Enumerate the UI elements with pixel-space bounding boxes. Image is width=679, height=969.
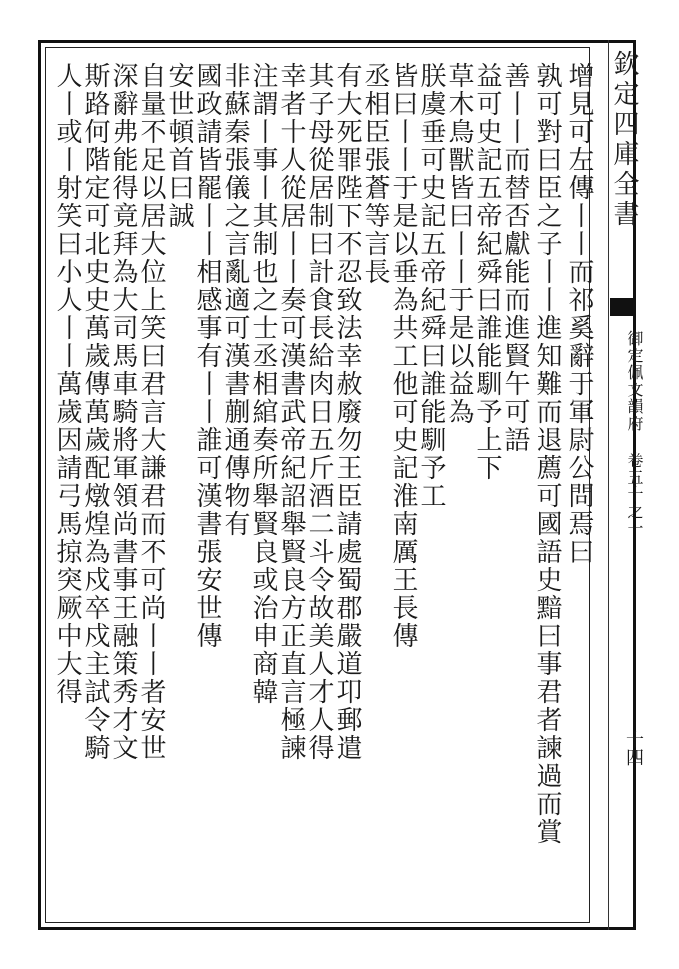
text-column: 增見可左傳丨丨而祁奚辭于軍尉公問焉曰: [564, 62, 594, 566]
book-title: 欽定四庫全書: [609, 50, 639, 230]
text-column: 其子母從居制曰計食長給肉日五斤酒二斗令故美人才人得: [304, 62, 334, 762]
text-column: 朕虞垂可史記五帝紀舜曰誰能馴予工: [416, 62, 446, 510]
text-column: 斯路何階定可北史史萬歲傳萬歲配燉煌為戍卒戍主試令騎: [80, 62, 110, 762]
text-column: 幸者十人從居丨丨奏可漢書武帝紀詔舉賢良方正直言極諫: [276, 62, 306, 762]
page-number: 十四: [623, 730, 644, 766]
text-column: 注謂丨事丨其制也之士丞相綰奏所舉賢良或治申商韓: [248, 62, 278, 706]
volume-label: 御定佩文韻府 卷五十之一: [625, 330, 644, 537]
text-column: 益可史記五帝紀舜曰誰能馴予上下: [472, 62, 502, 482]
text-column: 國政請皆罷丨丨相感事有丨丨誰可漢書張安世傳: [192, 62, 222, 650]
text-column: 自量不足以居大位上笑曰君言大謙君而不可尚丨丨者安世: [136, 62, 166, 762]
text-column: 草木鳥獸皆曰丨丨于是以益為: [444, 62, 474, 426]
text-column: 安世頓首曰誠: [164, 62, 194, 230]
text-column: 人丨或丨射笑曰小人丨丨萬歲因請弓馬掠突厥中大得: [52, 62, 82, 706]
text-column: 孰可對曰臣之子丨丨進知難而退薦可國語史黯曰事君者諫過而賞: [532, 62, 562, 846]
text-column: 丞相臣張蒼等言長: [360, 62, 390, 286]
text-column: 善丨丨而替否獻能而進賢午可語: [500, 62, 530, 454]
text-column: 非蘇秦張儀之言亂適可漢書蒯通傳物有: [220, 62, 250, 538]
text-column: 皆曰丨丨于是以垂為共工他可史記淮南厲王長傳: [388, 62, 418, 650]
text-column: 有大死罪陛下不忍致法幸赦廢勿王臣請處蜀郡嚴道卭郵遣: [332, 62, 362, 762]
text-column: 深辭弗能得竟拜為大司馬車騎將軍領尚書事王融策秀才文: [108, 62, 138, 762]
